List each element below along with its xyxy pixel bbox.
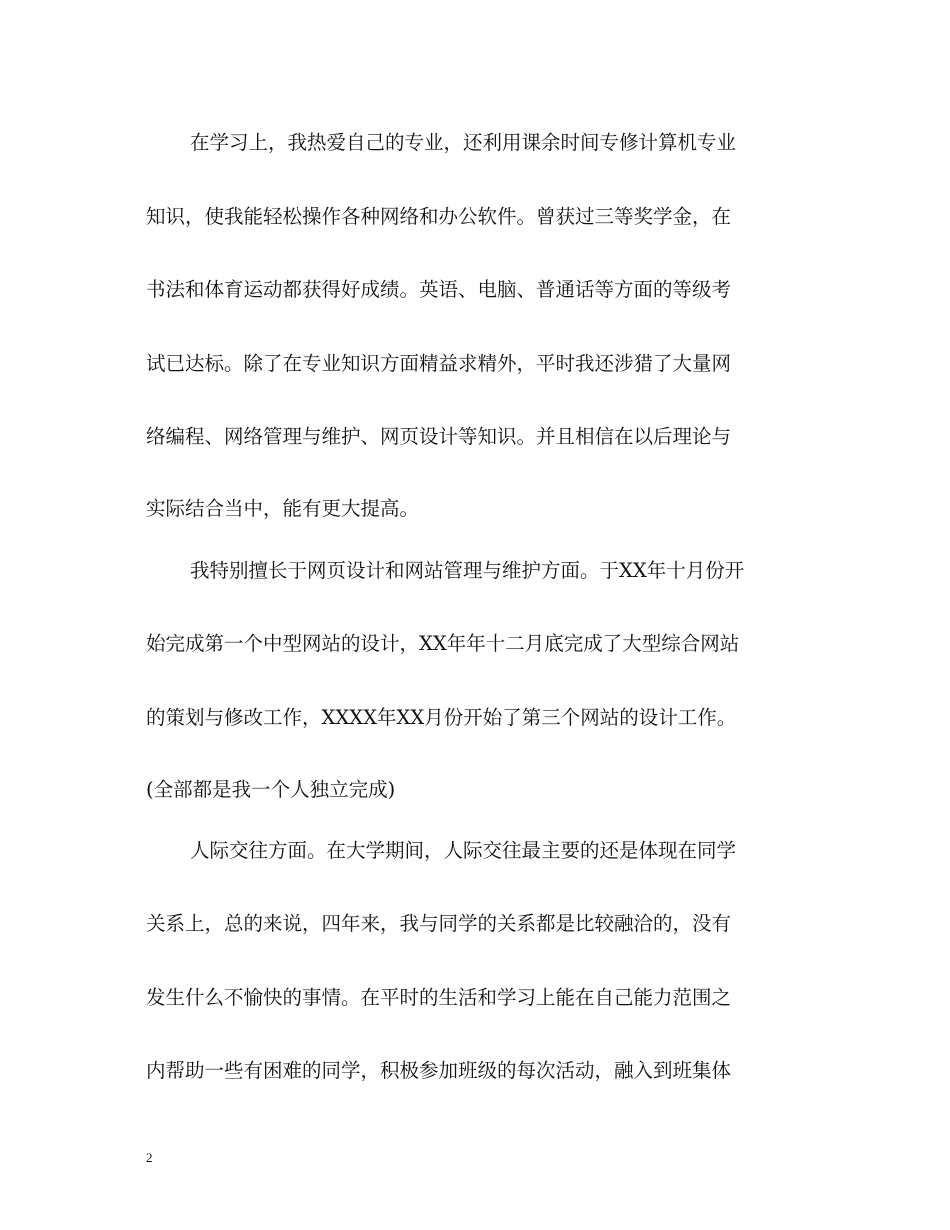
paragraph-line: 书法和体育运动都获得好成绩。英语、电脑、普通话等方面的等级考 bbox=[146, 278, 732, 301]
paragraph-line: 发生什么不愉快的事情。在平时的生活和学习上能在自己能力范围之 bbox=[146, 986, 732, 1009]
paragraph-line: 知识，使我能轻松操作各种网络和办公软件。曾获过三等奖学金，在 bbox=[146, 205, 732, 228]
page-number: 2 bbox=[146, 1150, 153, 1165]
paragraph-line: 关系上，总的来说，四年来，我与同学的关系都是比较融洽的，没有 bbox=[146, 912, 732, 935]
paragraph-line: 络编程、网络管理与维护、网页设计等知识。并且相信在以后理论与 bbox=[146, 425, 732, 448]
paragraph-line: 实际结合当中，能有更大提高。 bbox=[146, 497, 420, 520]
paragraph-line: 内帮助一些有困难的同学，积极参加班级的每次活动，融入到班集体 bbox=[146, 1059, 732, 1082]
paragraph-line: 我特别擅长于网页设计和网站管理与维护方面。于XX年十月份开 bbox=[190, 559, 745, 582]
paragraph-line: 在学习上，我热爱自己的专业，还利用课余时间专修计算机专业 bbox=[190, 131, 737, 154]
paragraph-line: 的策划与修改工作，XXXX年XX月份开始了第三个网站的设计工作。 bbox=[146, 706, 737, 729]
paragraph-line: (全部都是我一个人独立完成) bbox=[146, 778, 396, 801]
paragraph-line: 始完成第一个中型网站的设计，XX年年十二月底完成了大型综合网站 bbox=[146, 632, 740, 655]
paragraph-line: 人际交往方面。在大学期间，人际交往最主要的还是体现在同学 bbox=[190, 839, 737, 862]
paragraph-line: 试已达标。除了在专业知识方面精益求精外，平时我还涉猎了大量网 bbox=[146, 352, 732, 375]
